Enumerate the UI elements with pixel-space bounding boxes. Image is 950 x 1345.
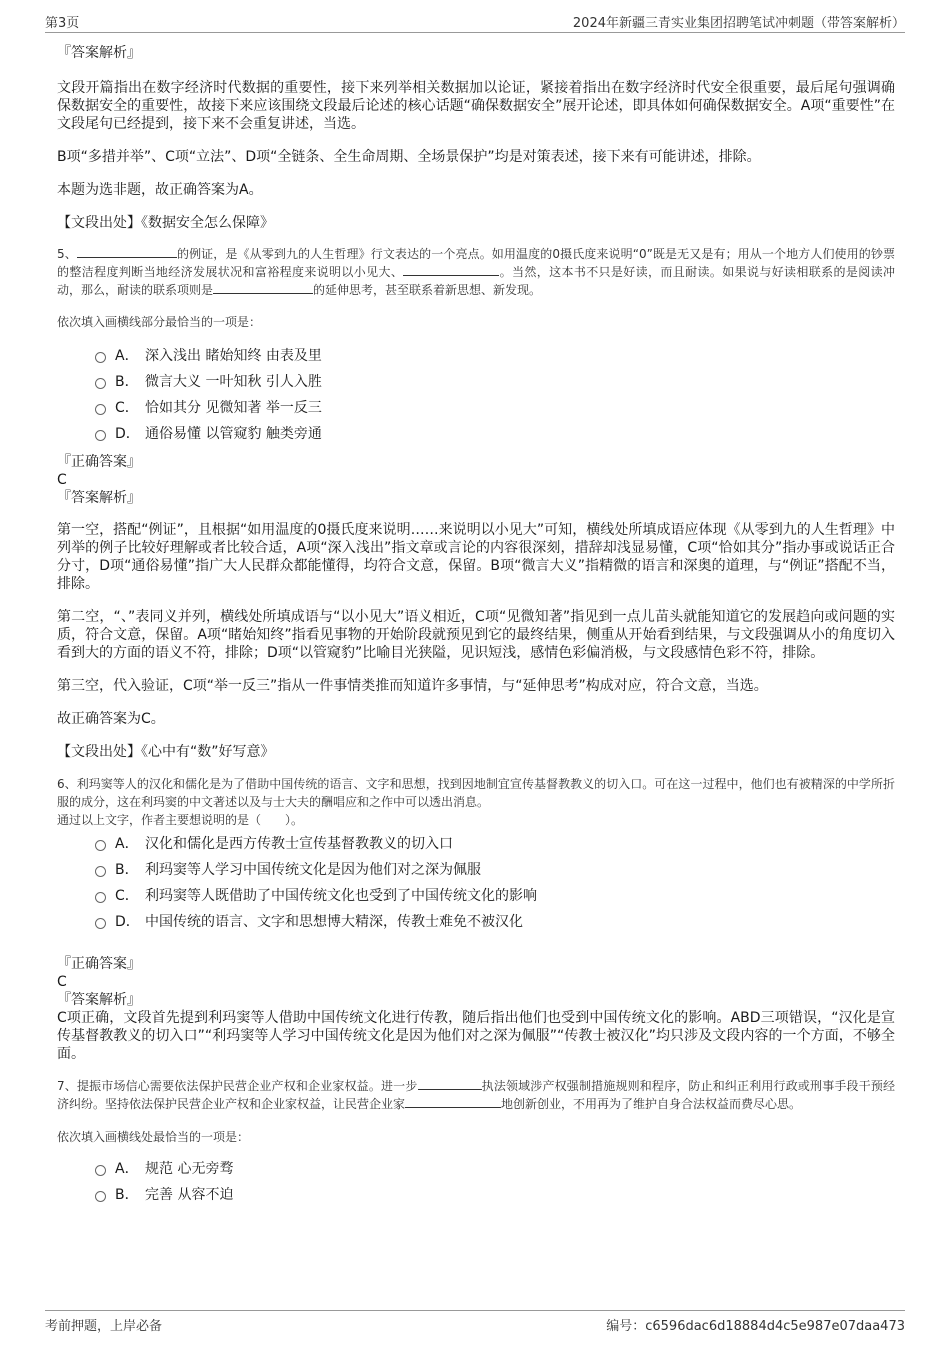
stem-text: 7、提振市场信心需要依法保护民营企业产权和企业家权益。进一步 — [57, 1079, 418, 1093]
analysis-paragraph: 本题为选非题，故正确答案为A。 — [57, 182, 263, 198]
radio-icon[interactable] — [95, 378, 106, 389]
fill-blank — [403, 263, 499, 276]
option-b[interactable] — [95, 1182, 895, 1208]
option-a[interactable] — [95, 343, 895, 369]
question-6-stem: 6、利玛窦等人的汉化和儒化是为了借助中国传统的语言、文字和思想，找到因地制宜宣传基督教教义的切入口。可在这一过程中，他们也有被精深的中学所折服的成分，这在利玛窦的中文著述以及与士大夫的酬唱应和之作中可以透出消息。 — [57, 777, 895, 809]
question-prompt: 依次填入画横线部分最恰当的一项是： — [57, 315, 262, 329]
fill-blank — [213, 281, 313, 294]
option-letter: D． — [115, 426, 140, 442]
fill-blank — [405, 1095, 501, 1108]
radio-icon[interactable] — [95, 1191, 106, 1202]
radio-icon[interactable] — [95, 840, 106, 851]
analysis-paragraph: 文段开篇指出在数字经济时代数据的重要性，接下来列举相关数据加以论证，紧接着指出在数字经济时代安全很重要，最后尾句强调确保数据安全的重要性，故接下来应该围绕文段最后论述的核心话题“确保数据安全”展开论述，即具体如何确保数据安全。A项“重要性”在文段尾句已经提到，接下来不会重复讲述，当选。 — [57, 80, 895, 132]
option-a[interactable] — [95, 1156, 895, 1182]
option-text: 深入浅出 睹始知终 由表及里 — [145, 348, 322, 364]
correct-answer-tag: 『正确答案』 — [57, 454, 141, 470]
radio-icon[interactable] — [95, 866, 106, 877]
stem-text: 的延伸思考，甚至联系着新思想、新发现。 — [313, 283, 542, 297]
option-list — [57, 343, 895, 447]
footer-slogan: 考前押题，上岸必备 — [45, 1319, 163, 1334]
correct-answer: C — [57, 974, 67, 990]
document-id: 编号：c6596dac6d18884d4c5e987e07daa473 — [606, 1319, 905, 1334]
radio-icon[interactable] — [95, 404, 106, 415]
analysis-paragraph: 第一空，搭配“例证”，且根据“如用温度的0摄氏度来说明……来说明以小见大”可知，横线处所填成语应体现《从零到九的人生哲理》中列举的例子比较好理解或者比较合适，A项“深入浅出”指文章或言论的内容很深刻，措辞却浅显易懂，C项“恰如其分”指办事或说话正合分寸，D项“通俗易懂”指广大人民群众都能懂得，均符合文意，保留。B项“微言大义”指精微的语言和深奥的道理，与“例证”搭配不当，排除。 — [57, 522, 895, 592]
option-b[interactable] — [95, 857, 895, 883]
option-text: 完善 从容不迫 — [145, 1187, 234, 1203]
radio-icon[interactable] — [95, 1165, 106, 1176]
option-letter: B． — [115, 374, 139, 390]
analysis-tag: 『答案解析』 — [57, 490, 141, 506]
option-letter: A． — [115, 836, 139, 852]
analysis-paragraph: B项“多措并举”、C项“立法”、D项“全链条、全生命周期、全场景保护”均是对策表述，接下来有可能讲述，排除。 — [57, 149, 761, 165]
option-b[interactable] — [95, 369, 895, 395]
radio-icon[interactable] — [95, 892, 106, 903]
page-footer — [45, 1310, 905, 1333]
option-letter: A． — [115, 348, 139, 364]
stem-text: 执法领域涉产权强制措施规则和程序，防止和纠正利用行政或刑事手段干预经济纠纷。坚持依法保护民营企业产权和企业家权益，让民营企业家 — [57, 1079, 895, 1111]
option-letter: D． — [115, 914, 140, 930]
question-5-stem — [57, 245, 895, 299]
analysis-paragraph: 故正确答案为C。 — [57, 711, 165, 727]
option-letter: B． — [115, 1187, 139, 1203]
option-text: 利玛窦等人学习中国传统文化是因为他们对之深为佩服 — [145, 862, 481, 878]
option-text: 通俗易懂 以管窥豹 触类旁通 — [145, 426, 322, 442]
option-text: 规范 心无旁骛 — [145, 1161, 234, 1177]
document-title: 2024年新疆三青实业集团招聘笔试冲刺题（带答案解析） — [572, 16, 905, 31]
option-text: 利玛窦等人既借助了中国传统文化也受到了中国传统文化的影响 — [145, 888, 537, 904]
page-header — [45, 10, 905, 33]
radio-icon[interactable] — [95, 430, 106, 441]
option-c[interactable] — [95, 395, 895, 421]
option-a[interactable] — [95, 831, 895, 857]
correct-answer: C — [57, 472, 67, 488]
option-letter: C． — [115, 400, 139, 416]
option-text: 微言大义 一叶知秋 引人入胜 — [145, 374, 322, 390]
option-d[interactable] — [95, 909, 895, 935]
stem-text: 地创新创业，不用再为了维护自身合法权益而费尽心思。 — [501, 1097, 802, 1111]
analysis-paragraph: C项正确，文段首先提到利玛窦等人借助中国传统文化进行传教，随后指出他们也受到中国传统文化的影响。ABD三项错误，“汉化是宣传基督教教义的切入口”“利玛窦等人学习中国传统文化是因为他们对之深为佩服”“传教士被汉化”均只涉及文段内容的一个方面，不够全面。 — [57, 1010, 895, 1062]
option-letter: C． — [115, 888, 139, 904]
option-letter: A． — [115, 1161, 139, 1177]
option-list — [57, 1156, 895, 1208]
option-text: 恰如其分 见微知著 举一反三 — [145, 400, 322, 416]
radio-icon[interactable] — [95, 352, 106, 363]
question-prompt: 依次填入画横线处最恰当的一项是： — [57, 1130, 250, 1144]
analysis-tag: 『答案解析』 — [57, 45, 141, 61]
page-number: 第3页 — [45, 16, 80, 31]
analysis-paragraph: 第二空，“、”表同义并列，横线处所填成语与“以小见大”语义相近，C项“见微知著”指见到一点儿苗头就能知道它的发展趋向或问题的实质，符合文意，保留。A项“睹始知终”指看见事物的开始阶段就预见到它的最终结果，侧重从开始看到结果，与文段强调从小的角度切入看到大的方面的语义不符，排除；D项“以管窥豹”比喻目光狭隘，见识短浅，感情色彩偏消极，与文段感情色彩不符，排除。 — [57, 609, 895, 661]
analysis-paragraph: 第三空，代入验证，C项“举一反三”指从一件事情类推而知道许多事情，与“延伸思考”构成对应，符合文意，当选。 — [57, 678, 768, 694]
page-content — [57, 44, 895, 1208]
stem-text: 的例证，是《从零到九的人生哲理》行文表达的一个亮点。如用温度的0摄氏度来说明“0”既是无又是有；用从一个地方人们使用的钞票的整洁程度判断当地经济发展状况和富裕程度来说明以小见大、 — [57, 247, 895, 279]
question-7-stem — [57, 1077, 895, 1113]
option-text: 中国传统的语言、文字和思想博大精深，传教士难免不被汉化 — [145, 914, 523, 930]
fill-blank — [418, 1077, 482, 1090]
source-line: 【文段出处】《心中有“数”好写意》 — [57, 744, 275, 760]
question-prompt: 通过以上文字，作者主要想说明的是（ ）。 — [57, 813, 304, 827]
option-d[interactable] — [95, 421, 895, 447]
stem-text: 。当然，这本书不只是好读，而且耐读。如果说与好读相联系的是阅读冲动，那么，耐读的联系项则是 — [57, 265, 895, 297]
option-list — [57, 831, 895, 935]
radio-icon[interactable] — [95, 918, 106, 929]
option-text: 汉化和儒化是西方传教士宣传基督教教义的切入口 — [145, 836, 453, 852]
source-line: 【文段出处】《数据安全怎么保障》 — [57, 215, 274, 231]
option-c[interactable] — [95, 883, 895, 909]
fill-blank — [77, 245, 177, 258]
analysis-tag: 『答案解析』 — [57, 992, 141, 1008]
option-letter: B． — [115, 862, 139, 878]
correct-answer-tag: 『正确答案』 — [57, 956, 141, 972]
question-number: 5、 — [57, 247, 77, 261]
